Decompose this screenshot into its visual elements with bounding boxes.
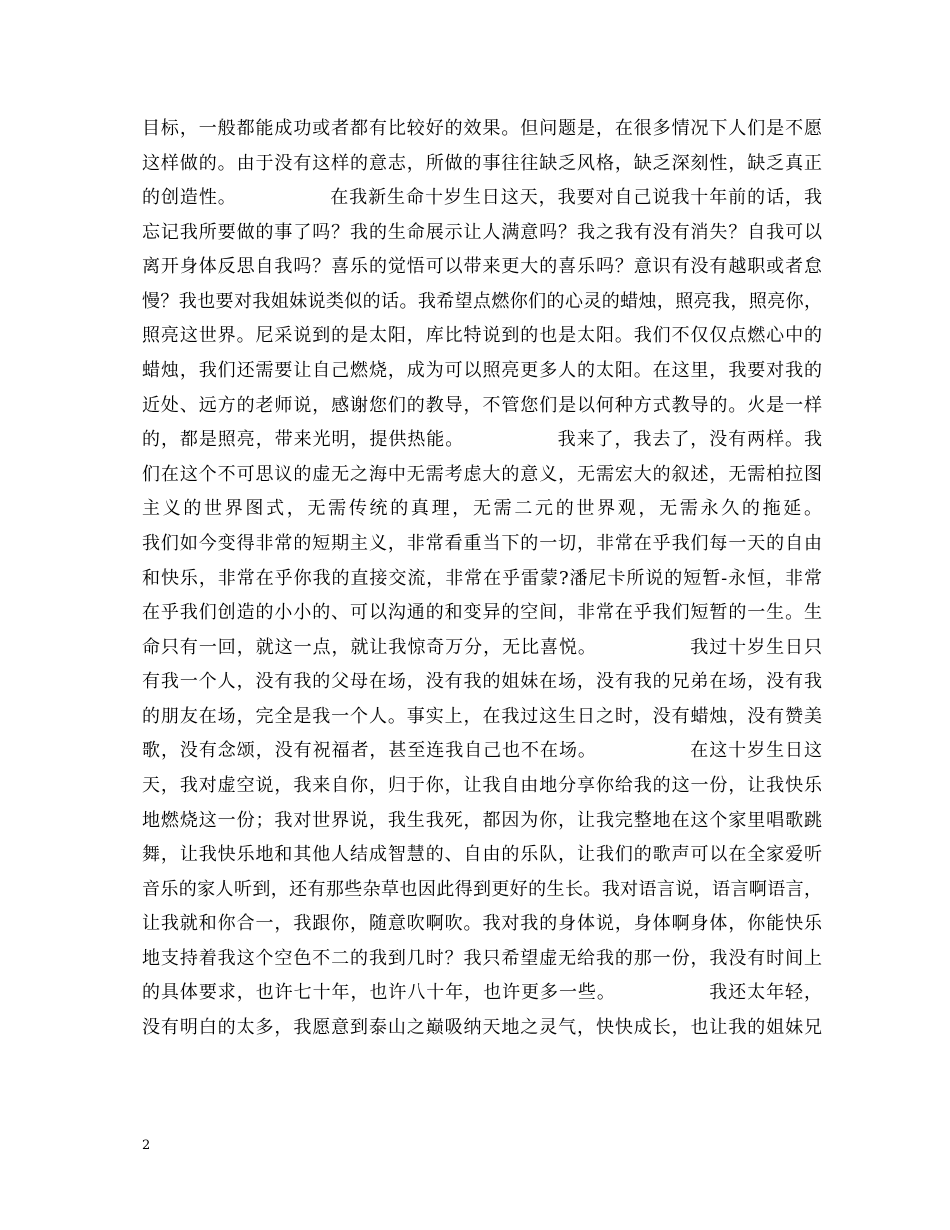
text-line: 我们如今变得非常的短期主义，非常看重当下的一切，非常在乎我们每一天的自由 [142,532,822,554]
text-line: 的具体要求，也许七十年，也许八十年，也许更多一些。 我还太年轻， [142,982,822,1004]
text-line: 蜡烛，我们还需要让自己燃烧，成为可以照亮更多人的太阳。在这里，我要对我的 [142,360,822,382]
text-line: 地燃烧这一份；我对世界说，我生我死，都因为你，让我完整地在这个家里唱歌跳 [142,809,822,831]
text-line: 照亮这世界。尼采说到的是太阳，库比特说到的也是太阳。我们不仅仅点燃心中的 [142,325,822,347]
text-line: 歌，没有念颂，没有祝福者，甚至连我自己也不在场。 在这十岁生日这 [142,740,822,762]
text-line: 近处、远方的老师说，感谢您们的教导，不管您们是以何种方式教导的。火是一样 [142,394,822,416]
text-line: 音乐的家人听到，还有那些杂草也因此得到更好的生长。我对语言说，语言啊语言， [142,878,822,900]
page-number: 2 [142,1138,151,1153]
text-line: 这样做的。由于没有这样的意志，所做的事往往缺乏风格，缺乏深刻性，缺乏真正 [142,152,822,174]
text-line: 的，都是照亮，带来光明，提供热能。 我来了，我去了，没有两样。我 [142,429,822,451]
text-line: 舞，让我快乐地和其他人结成智慧的、自由的乐队，让我们的歌声可以在全家爱听 [142,844,822,866]
text-line: 和快乐，非常在乎你我的直接交流，非常在乎雷蒙?潘尼卡所说的短暂-永恒，非常 [142,567,822,589]
text-line: 主义的世界图式，无需传统的真理，无需二元的世界观，无需永久的拖延。 [142,498,822,520]
text-line: 天，我对虚空说，我来自你，归于你，让我自由地分享你给我的这一份，让我快乐 [142,774,822,796]
text-line: 目标，一般都能成功或者都有比较好的效果。但问题是，在很多情况下人们是不愿 [142,118,822,139]
text-line: 离开身体反思自我吗？喜乐的觉悟可以带来更大的喜乐吗？意识有没有越职或者怠 [142,256,822,278]
text-line: 地支持着我这个空色不二的我到几时？我只希望虚无给我的那一份，我没有时间上 [142,947,822,969]
text-line: 的朋友在场，完全是我一个人。事实上，在我过这生日之时，没有蜡烛，没有赞美 [142,705,822,727]
text-line: 慢？我也要对我姐妹说类似的话。我希望点燃你们的心灵的蜡烛，照亮我，照亮你， [142,290,822,312]
text-line: 让我就和你合一，我跟你，随意吹啊吹。我对我的身体说，身体啊身体，你能快乐 [142,913,822,935]
text-line: 们在这个不可思议的虚无之海中无需考虑大的意义，无需宏大的叙述，无需柏拉图 [142,463,822,485]
text-line: 命只有一回，就这一点，就让我惊奇万分，无比喜悦。 我过十岁生日只 [142,636,822,658]
text-line: 在乎我们创造的小小的、可以沟通的和变异的空间，非常在乎我们短暂的一生。生 [142,602,822,624]
text-line: 有我一个人，没有我的父母在场，没有我的姐妹在场，没有我的兄弟在场，没有我 [142,671,822,693]
page-body [142,112,822,1046]
text-line: 忘记我所要做的事了吗？我的生命展示让人满意吗？我之我有没有消失？自我可以 [142,221,822,243]
text-line: 的创造性。 在我新生命十岁生日这天，我要对自己说我十年前的话，我 [142,187,822,209]
text-line: 没有明白的太多，我愿意到泰山之巅吸纳天地之灵气，快快成长，也让我的姐妹兄 [142,1017,822,1039]
